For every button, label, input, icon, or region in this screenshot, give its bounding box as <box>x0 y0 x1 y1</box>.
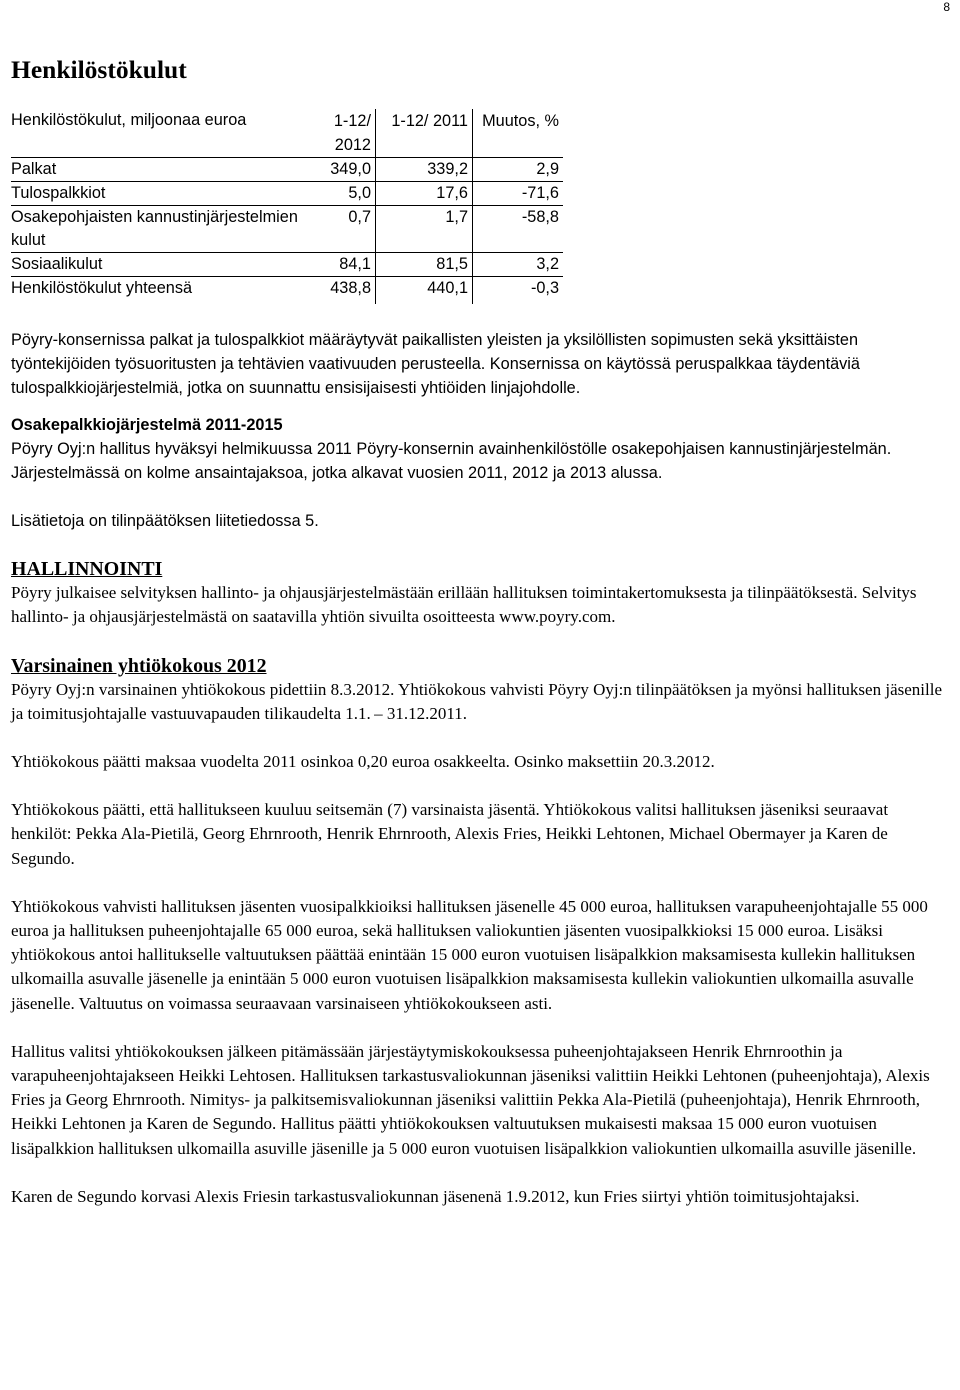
cell-change: 2,9 <box>473 158 564 182</box>
agm-paragraph-3: Yhtiökokous päätti, että hallitukseen kuuluu seitsemän (7) varsinaista jäsentä. Yhtiökokous valitsi hallituksen jäseniksi seuraavat henkilöt: Pekka Ala-Pietilä, Georg Ehrnrooth, Henrik Ehrnrooth, Alexis Fries, Heikki Lehtonen, Michael Obermayer ja Karen de Segundo. <box>11 800 889 868</box>
governance-paragraph: Pöyry julkaisee selvityksen hallinto- ja ohjausjärjestelmästään erillään hallituksen toimintakertomuksesta ja tilinpäätöksestä. Selvitys hallinto- ja ohjausjärjestelmästä on saatavilla yhtiön sivuilta osoitteesta www.poyry.com. <box>11 583 917 627</box>
table-header-change: Muutos, % <box>473 109 564 158</box>
cell-change: -71,6 <box>473 182 564 206</box>
cell-2012: 0,7 <box>311 206 376 253</box>
cell-2011: 440,1 <box>376 277 473 305</box>
share-plan-title: Osakepalkkiojärjestelmä 2011-2015 <box>11 415 283 434</box>
share-plan-paragraph: Pöyry Oyj:n hallitus hyväksyi helmikuussa 2011 Pöyry-konsernin avainhenkilöstölle osakepohjaisen kannustinjärjestelmän. Järjestelmässä on kolme ansaintajaksoa, jotka alkavat vuosien 2011, 2012 ja 2013 alussa. <box>11 439 892 482</box>
page-number: 8 <box>943 0 950 14</box>
cell-change: 3,2 <box>473 253 564 277</box>
cell-2012: 438,8 <box>311 277 376 305</box>
row-label: Osakepohjaisten kannustinjärjestelmien kulut <box>11 206 311 253</box>
cell-2011: 81,5 <box>376 253 473 277</box>
table-header-2011: 1-12/ 2011 <box>376 109 473 158</box>
agm-paragraph-2: Yhtiökokous päätti maksaa vuodelta 2011 osinkoa 0,20 euroa osakkeelta. Osinko maksettiin 20.3.2012. <box>11 752 715 772</box>
table-header-row <box>11 109 563 158</box>
table-row <box>11 206 563 253</box>
cell-2012: 349,0 <box>311 158 376 182</box>
cell-2011: 1,7 <box>376 206 473 253</box>
row-label: Sosiaalikulut <box>11 253 311 277</box>
personnel-costs-table <box>11 109 563 304</box>
row-label: Tulospalkkiot <box>11 182 311 206</box>
cell-change: -58,8 <box>473 206 564 253</box>
table-row <box>11 277 563 305</box>
table-header-2012: 1-12/ 2012 <box>333 112 371 154</box>
agm-paragraph-5: Hallitus valitsi yhtiökokouksen jälkeen pitämässään järjestäytymiskokouksessa puheenjohtajakseen Henrik Ehrnroothin ja varapuheenjohtajakseen Heikki Lehtosen. Hallituksen tarkastusvaliokunnan jäseniksi valittiin Heikki Lehtonen (puheenjohtaja), Alexis Fries ja Georg Ehrnrooth. Nimitys- ja palkitsemisvaliokunnan jäseniksi valittiin Pekka Ala-Pietilä (puheenjohtaja), Henrik Ehrnrooth, Heikki Lehtonen ja Karen de Segundo. Hallitus päätti yhtiökokouksen valtuutuksen mukaisesti maksaa 15 000 euron vuotuisen lisäpalkkion hallituksen ulkomailla asuville jäsenille ja 5 000 euron vuotuisen lisäpalkkion valiokuntien ulkomailla asuville jäsenille. <box>11 1041 930 1158</box>
cell-2011: 17,6 <box>376 182 473 206</box>
table-row <box>11 158 563 182</box>
agm-title: Varsinainen yhtiökokous 2012 <box>11 654 267 677</box>
row-label: Palkat <box>11 158 311 182</box>
agm-paragraph-6: Karen de Segundo korvasi Alexis Friesin tarkastusvaliokunnan jäsenenä 1.9.2012, kun Fries siirtyi yhtiön toimitusjohtajaksi. <box>11 1186 860 1206</box>
cell-change: -0,3 <box>473 277 564 305</box>
agm-paragraph-1: Pöyry Oyj:n varsinainen yhtiökokous pidettiin 8.3.2012. Yhtiökokous vahvisti Pöyry Oyj:n tilinpäätöksen ja myönsi hallituksen jäsenille ja toimitusjohtajalle vastuuvapauden tilikaudelta 1.1. – 31.12.2011. <box>11 679 942 723</box>
row-label: Henkilöstökulut yhteensä <box>11 277 311 305</box>
governance-title: HALLINNOINTI <box>11 558 163 581</box>
table-row <box>11 253 563 277</box>
cell-2012: 5,0 <box>311 182 376 206</box>
table-header-label: Henkilöstökulut, miljoonaa euroa <box>11 111 247 129</box>
cell-2012: 84,1 <box>311 253 376 277</box>
salaries-paragraph: Pöyry-konsernissa palkat ja tulospalkkiot määräytyvät paikallisten yleisten ja yksilöllisten sopimusten sekä yksittäisten työntekijöiden työsuoritusten ja tehtävien vaativuuden perusteella. Konsernissa on käytössä peruspalkkaa täydentäviä tulospalkkiojärjestelmiä, jotka on suunnattu ensisijaisesti yhtiöiden linjajohdolle. <box>11 331 860 398</box>
share-plan-more-info: Lisätietoja on tilinpäätöksen liitetiedossa 5. <box>11 512 319 531</box>
section-title-personnel-costs: Henkilöstökulut <box>11 55 187 84</box>
agm-paragraph-4: Yhtiökokous vahvisti hallituksen jäsenten vuosipalkkioiksi hallituksen jäsenelle 45 000 euroa, hallituksen varapuheenjohtajalle 55 000 euroa ja hallituksen puheenjohtajalle 65 000 euroa, sekä hallituksen valiokuntien jäsenten vuosipalkkioksi 15 000 euroa. Lisäksi yhtiökokous antoi hallitukselle valtuutuksen päättää enintään 15 000 euron vuotuisen lisäpalkkion maksamisesta kullekin hallituksen ulkomailla asuvalle jäsenelle ja enintään 5 000 euron vuotuisen lisäpalkkion maksamisesta kullekin valiokuntien ulkomailla asuvalle jäsenelle. Valtuutus on voimassa seuraavaan varsinaiseen yhtiökokoukseen asti. <box>11 896 928 1013</box>
cell-2011: 339,2 <box>376 158 473 182</box>
table-row <box>11 182 563 206</box>
document-body <box>11 55 946 1209</box>
